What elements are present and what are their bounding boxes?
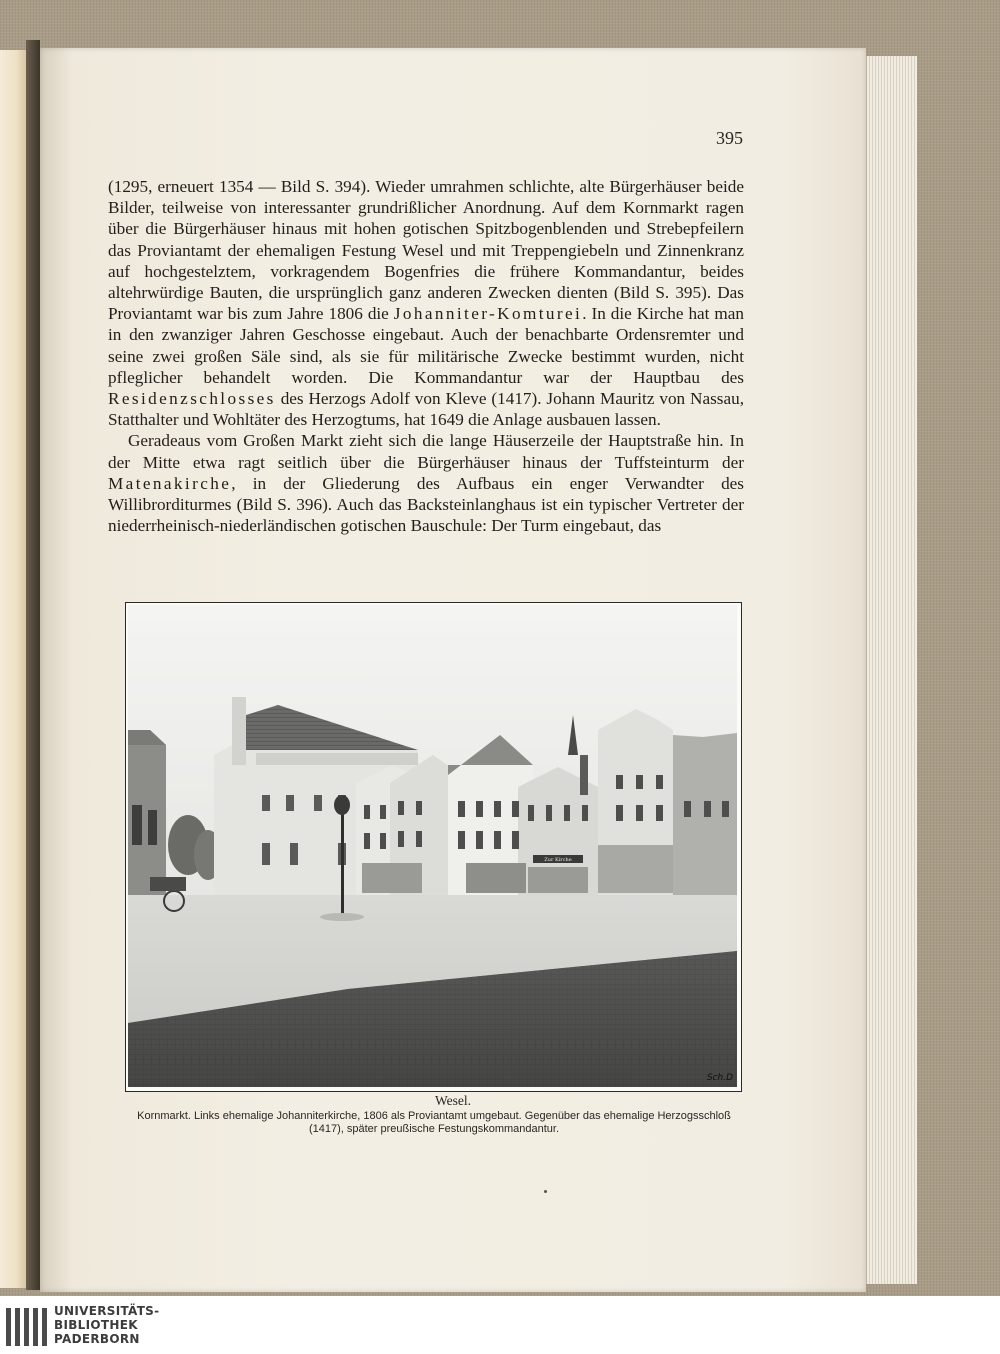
library-name: UNIVERSITÄTS- BIBLIOTHEK PADERBORN: [54, 1304, 160, 1346]
spaced-term: Matenakirche: [108, 473, 232, 493]
page-number: 395: [716, 128, 743, 148]
figure-caption: Kornmarkt. Links ehemalige Johanniterkirche, 1806 als Proviantamt umgebaut. Gegenüber das ehemalige Herzogsschloß (1417), später preußische Festungskommandantur.: [137, 1110, 731, 1135]
body-text: [108, 176, 744, 536]
text-run: Geradeaus vom Großen Markt zieht sich die lange Häuserzeile der Hauptstraße hin. In der Mitte etwa ragt seitlich über die Bürgerhäuser hinaus der Tuffsteinturm der: [108, 431, 744, 472]
text-run: des Herzogs Adolf von Kleve (1417). Johann Mauritz von Nassau, Statthalter und Wohltäter des Herzogtums, hat 1649 die Anlage ausbauen lassen.: [108, 389, 744, 430]
page-stack: [866, 56, 917, 1284]
library-footer: [0, 1296, 1000, 1354]
figure-title: Wesel.: [434, 1093, 472, 1108]
spaced-term: Johanniter-Komturei: [393, 304, 583, 324]
photograph-illustration: [128, 605, 737, 1087]
spaced-term: Residenzschlosses: [108, 389, 276, 409]
page-speck: [544, 1190, 547, 1193]
photograph-kornmarkt: [128, 605, 737, 1087]
text-run: (1295, erneuert 1354 — Bild S. 394). Wieder umrahmen schlichte, alte Bürgerhäuser beide Bilder, teilweise von interessanter grundrißlicher Anordnung. Auf dem Kornmarkt ragen über die Bürgerhäuser hinaus mit hohen gotischen Spitzbogenblenden und Strebepfeilern das Proviantamt der ehemaligen Festung Wesel und mit Treppengiebeln und Zinnenkranz auf hochgestelztem, vorkragendem Bogenfries die frühere Kommandantur, beides altehrwürdige Bauten, die ursprünglich ganz anderen Zwecken dienten (Bild S. 395). Das Proviantamt war bis zum Jahre 1806 die: [108, 177, 744, 324]
photographer-signature: Sch.D: [706, 1073, 733, 1083]
body-paragraph: [108, 176, 744, 430]
shop-sign: Zur Kirche: [544, 857, 572, 863]
text-run: , in der Gliederung des Aufbaus ein enger Verwandter des Willibrorditurmes (Bild S. 396). Auch das Backsteinlanghaus ist ein typischer Vertreter der niederrheinisch-niederländischen gotischen Bauschule: Der Turm eingebaut, das: [108, 473, 744, 536]
body-paragraph: [108, 430, 744, 536]
library-logo-icon: [4, 1304, 48, 1348]
text-run: . In die Kirche hat man in den zwanziger Jahren Geschosse eingebaut. Auch der benachbarte Ordensremter und seine zwei großen Säle sind, als sie für militärische Zwecke bestimmt wurden, nicht pfleglicher behandelt worden. Die Kommandantur war der Hauptbau des: [108, 304, 744, 387]
